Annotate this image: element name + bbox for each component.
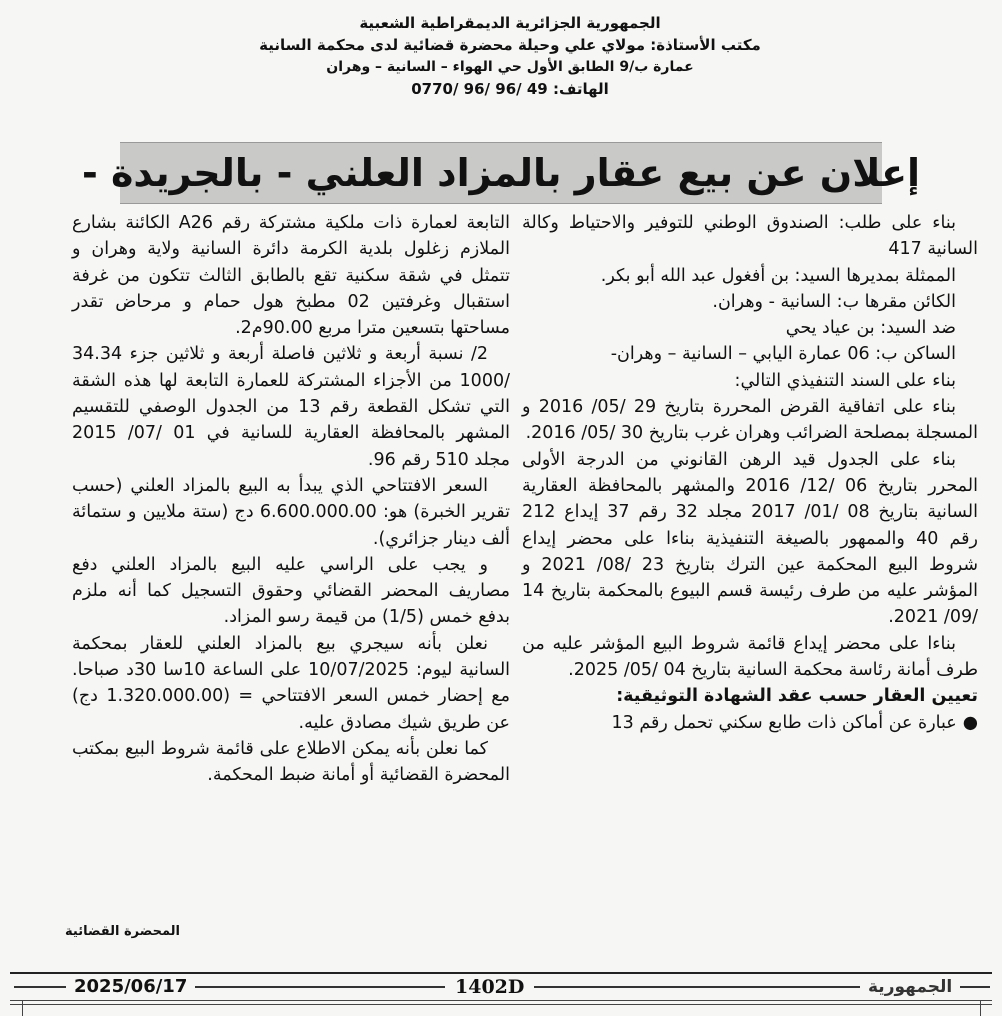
paragraph-text: بناء على طلب: الصندوق الوطني للتوفير والاحتياط وكالة السانية 417 <box>522 213 978 260</box>
paragraph <box>522 210 978 263</box>
paragraph <box>522 368 978 394</box>
newspaper-logo: الجمهورية <box>860 974 960 1000</box>
signature: المحضرة القضائية <box>65 924 180 939</box>
footer-divider <box>525 986 860 988</box>
paragraph-text: التابعة لعمارة ذات ملكية مشتركة رقم A26 الكائنة بشارع الملازم زغلول بلدية الكرمة دائرة السانية ولاية وهران و تتمثل في شقة سكنية تقع بالطابق الثالث تتكون من غرفة استقبال وغرفتين 02 مطبخ هول حمام و مرحاض تقدر مساحتها بتسعين مترا مربع 90.00م2. <box>72 213 510 339</box>
paragraph-text: نعلن بأنه سيجري بيع بالمزاد العلني للعقار بمحكمة السانية ليوم: 10/07/2025 على الساعة 10سا 30د صباحا. مع إحضار خمس السعر الافتتاحي = (1.320.000.00 دج) عن طريق شيك مصادق عليه. <box>72 633 511 733</box>
footer-rule-bottom <box>10 1004 992 1005</box>
header-office: مكتب الأستاذة: مولاي علي وحيلة محضرة قضائية لدى محكمة السانية <box>259 36 761 54</box>
paragraph <box>72 210 510 341</box>
paragraph <box>72 341 510 472</box>
paragraph-text: بناء على الجدول قيد الرهن القانوني من الدرجة الأولى المحرر بتاريخ 06 /12/ 2016 والمشهر بالمحافظة العقارية السانية بتاريخ 08 /01/ 2017 مجلد 32 رقم 37 إيداع 212 رقم 40 والممهور بالصيغة التنفيذية بناءا على محضر إيداع شروط البيع المحكمة عين الترك بتاريخ 23 /08/ 2021 و المؤشر عليه من طرف رئيسة قسم البيوع بالمحكمة بتاريخ 14 /09/ 2021. <box>522 449 979 628</box>
header-phone-line <box>250 78 770 100</box>
office-header <box>250 12 770 100</box>
paragraph <box>72 552 510 631</box>
header-republic: الجمهورية الجزائرية الديمقراطية الشعبية <box>359 14 661 32</box>
phone-label: الهاتف: <box>552 80 609 98</box>
paragraph <box>522 315 978 341</box>
bullet-icon: ● <box>962 712 978 733</box>
footer-issue-number: 1402D <box>445 974 534 1000</box>
footer-date: 2025/06/17 <box>66 974 195 1000</box>
footer-divider <box>14 986 66 988</box>
announcement-title-band <box>81 142 921 204</box>
announcement-title: إعلان عن بيع عقار بالمزاد العلني - بالجريدة - <box>81 151 921 195</box>
paragraph-text: السعر الافتتاحي الذي يبدأ به البيع بالمزاد العلني (حسب تقرير الخبرة) هو: 6.600.000.00 دج (ستة ملايين و ستمائة ألف دينار جزائري). <box>72 475 510 549</box>
paragraph <box>72 473 510 552</box>
paragraph-text: الممثلة بمديرها السيد: بن أفغول عبد الله أبو بكر. <box>600 265 956 286</box>
paragraph <box>72 631 510 736</box>
page-footer <box>0 974 1002 1000</box>
paragraph-text: عبارة عن أماكن ذات طابع سكني تحمل رقم 13 <box>611 712 957 733</box>
paragraph <box>522 394 978 447</box>
paragraph <box>522 263 978 289</box>
left-column <box>72 210 510 789</box>
footer-divider <box>955 986 990 988</box>
paragraph <box>522 710 978 736</box>
paragraph <box>522 631 978 684</box>
paragraph-text: الكائن مقرها ب: السانية - وهران. <box>712 291 956 312</box>
paragraph-text: بناءا على محضر إيداع قائمة شروط البيع المؤشر عليه من طرف أمانة رئاسة محكمة السانية بتاريخ 04 /05/ 2025. <box>522 633 978 681</box>
frame-edge <box>980 1000 981 1016</box>
paragraph-text: تعيين العقار حسب عقد الشهادة التوثيقية: <box>616 686 978 707</box>
paragraph <box>522 341 978 367</box>
paragraph-text: 2/ نسبة أربعة و ثلاثين فاصلة أربعة و ثلاثين جزء 34.34 /1000 من الأجزاء المشتركة للعمارة التابعة لها هذه الشقة التي تشكل القطعة رقم 13 من الجدول الوصفي للتقسيم المشهر بالمحافظة العقارية للسانية في 01 /07/ 2015 مجلد 510 رقم 96. <box>72 344 510 470</box>
right-column <box>522 210 978 736</box>
paragraph <box>522 289 978 315</box>
paragraph-text: و يجب على الراسي عليه البيع بالمزاد العلني دفع مصاريف المحضر القضائي وحقوق التسجيل كما أنه ملزم بدفع خمس (1/5) من قيمة رسو المزاد. <box>72 554 510 628</box>
paragraph-text: بناء على السند التنفيذي التالي: <box>734 370 956 391</box>
frame-edge <box>22 1000 23 1016</box>
paragraph-text: بناء على اتفاقية القرض المحررة بتاريخ 29 /05/ 2016 و المسجلة بمصلحة الضرائب وهران غرب بتاريخ 30 /05/ 2016. <box>522 397 978 444</box>
header-address: عمارة ب/9 الطابق الأول حي الهواء – السانية – وهران <box>326 59 694 75</box>
paragraph <box>522 447 978 631</box>
paragraph <box>522 683 978 709</box>
footer-rule-bottom <box>10 1000 992 1001</box>
paragraph-text: كما نعلن بأنه يمكن الاطلاع على قائمة شروط البيع بمكتب المحضرة القضائية أو أمانة ضبط المحكمة. <box>72 738 510 786</box>
paragraph-text: الساكن ب: 06 عمارة اليابي – السانية – وهران- <box>610 344 956 365</box>
paragraph <box>72 736 510 789</box>
footer-divider <box>180 986 445 988</box>
paragraph-text: ضد السيد: بن عياد يحي <box>785 318 956 339</box>
phone-number: 0770/ 96/ 96/ 49 <box>411 80 548 98</box>
